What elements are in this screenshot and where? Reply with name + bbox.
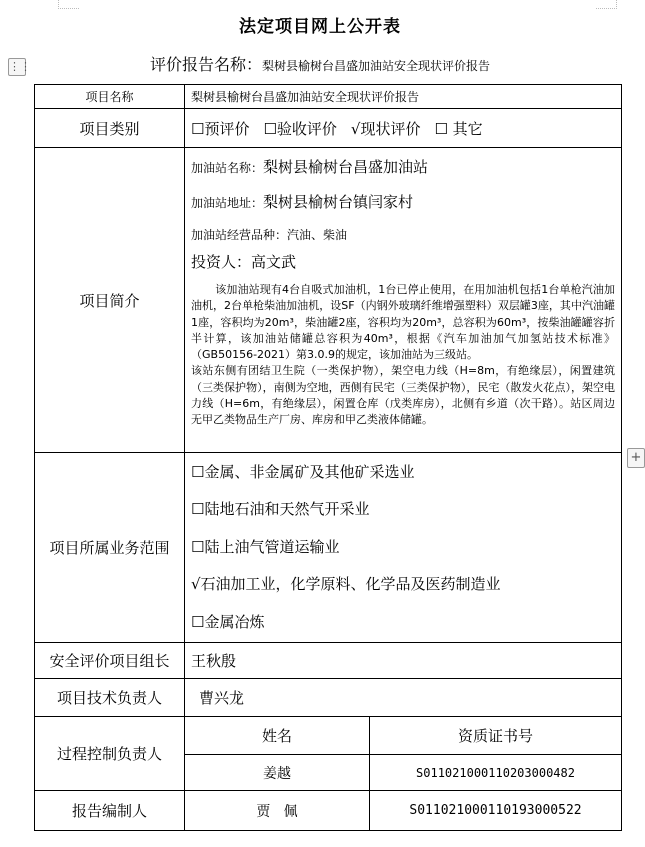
project-name-label: 项目名称: [35, 85, 185, 109]
station-name-label: 加油站名称：: [191, 161, 264, 175]
report-author-label: 报告编制人: [35, 791, 185, 831]
disclosure-table: [34, 84, 622, 831]
category-status-eval[interactable]: √现状评价: [350, 119, 421, 138]
station-products: 加油站经营品种：汽油、柴油: [191, 228, 348, 242]
scope-metal-smelting[interactable]: ☐金属冶炼: [191, 612, 265, 631]
process-control-name: 姜越: [185, 755, 370, 791]
margin-crop-mark: [596, 0, 617, 9]
station-name-value: 梨树县榆树台昌盛加油站: [263, 158, 429, 176]
station-address-value: 梨树县榆树台镇闫家村: [263, 193, 414, 211]
category-pre-eval[interactable]: ☐预评价: [191, 119, 250, 138]
cert-header: 资质证书号: [370, 717, 622, 755]
move-handle-icon[interactable]: ⋮⋮: [8, 58, 26, 76]
team-leader-value: 王秋殷: [185, 643, 622, 679]
add-column-icon[interactable]: +: [627, 448, 645, 468]
intro-paragraph-equipment: 该加油站现有4台自吸式加油机，1台已停止使用，在用加油机包括1台单枪汽油加油机，2台单枪柴油加油机，设SF（内钢外玻璃纤维增强塑料）双层罐3座，其中汽油罐1座，容积均为20m³，柴油罐2座，容积均为20m³，总容积为60m³，按柴油罐罐容折半计算，该加油站储罐总容积为40m³，根据《汽车加油加气加氢站技术标准》（GB50156-2021）第3.0.9的规定，该加油站为三级站。: [191, 283, 616, 362]
team-leader-label: 安全评价项目组长: [35, 643, 185, 679]
business-scope-label: 项目所属业务范围: [35, 453, 185, 643]
scope-mining[interactable]: ☐金属、非金属矿及其他矿采选业: [191, 462, 415, 481]
category-other[interactable]: ☐ 其它: [434, 119, 483, 138]
process-control-label: 过程控制负责人: [35, 717, 185, 791]
business-scope-list: [185, 453, 622, 643]
page-title: 法定项目网上公开表: [239, 17, 401, 37]
process-control-cert: S011021000110203000482: [370, 755, 622, 791]
scope-oil-gas-extraction[interactable]: ☐陆地石油和天然气开采业: [191, 500, 370, 519]
intro-paragraph-surroundings: 该站东侧有团结卫生院（一类保护物），架空电力线（H=8m，有绝缘层），闲置建筑（三类保护物），南侧为空地，西侧有民宅（三类保护物），民宅（散发火花点），架空电力线（H=6m，有绝缘层），闲置仓库（戊类库房），北侧有乡道（次干路）。站区周边无甲乙类物品生产厂房、库房和甲乙类液体储罐。: [191, 364, 616, 427]
report-name-line: [0, 52, 640, 75]
name-header: 姓名: [185, 717, 370, 755]
project-intro-label: 项目简介: [35, 148, 185, 453]
project-category-label: 项目类别: [35, 109, 185, 148]
category-acceptance-eval[interactable]: ☐验收评价: [263, 119, 337, 138]
station-investor: 投资人：高文武: [191, 253, 297, 271]
report-author-cert: S011021000110193000522: [370, 791, 622, 831]
margin-crop-mark: [58, 0, 79, 9]
tech-lead-label: 项目技术负责人: [35, 679, 185, 717]
report-author-name: 贾 佩: [185, 791, 370, 831]
project-name-value: 梨树县榆树台昌盛加油站安全现状评价报告: [185, 85, 622, 109]
tech-lead-value: 曹兴龙: [185, 679, 622, 717]
scope-pipeline-transport[interactable]: ☐陆上油气管道运输业: [191, 537, 340, 556]
report-name-value: 梨树县榆树台昌盛加油站安全现状评价报告: [262, 59, 491, 73]
report-name-label: 评价报告名称：: [149, 55, 262, 74]
scope-petroleum-chemical[interactable]: √石油加工业，化学原料、化学品及医药制造业: [191, 575, 501, 594]
project-intro-content: [185, 148, 622, 453]
project-category-options: [185, 109, 622, 148]
station-address-label: 加油站地址：: [191, 196, 264, 210]
